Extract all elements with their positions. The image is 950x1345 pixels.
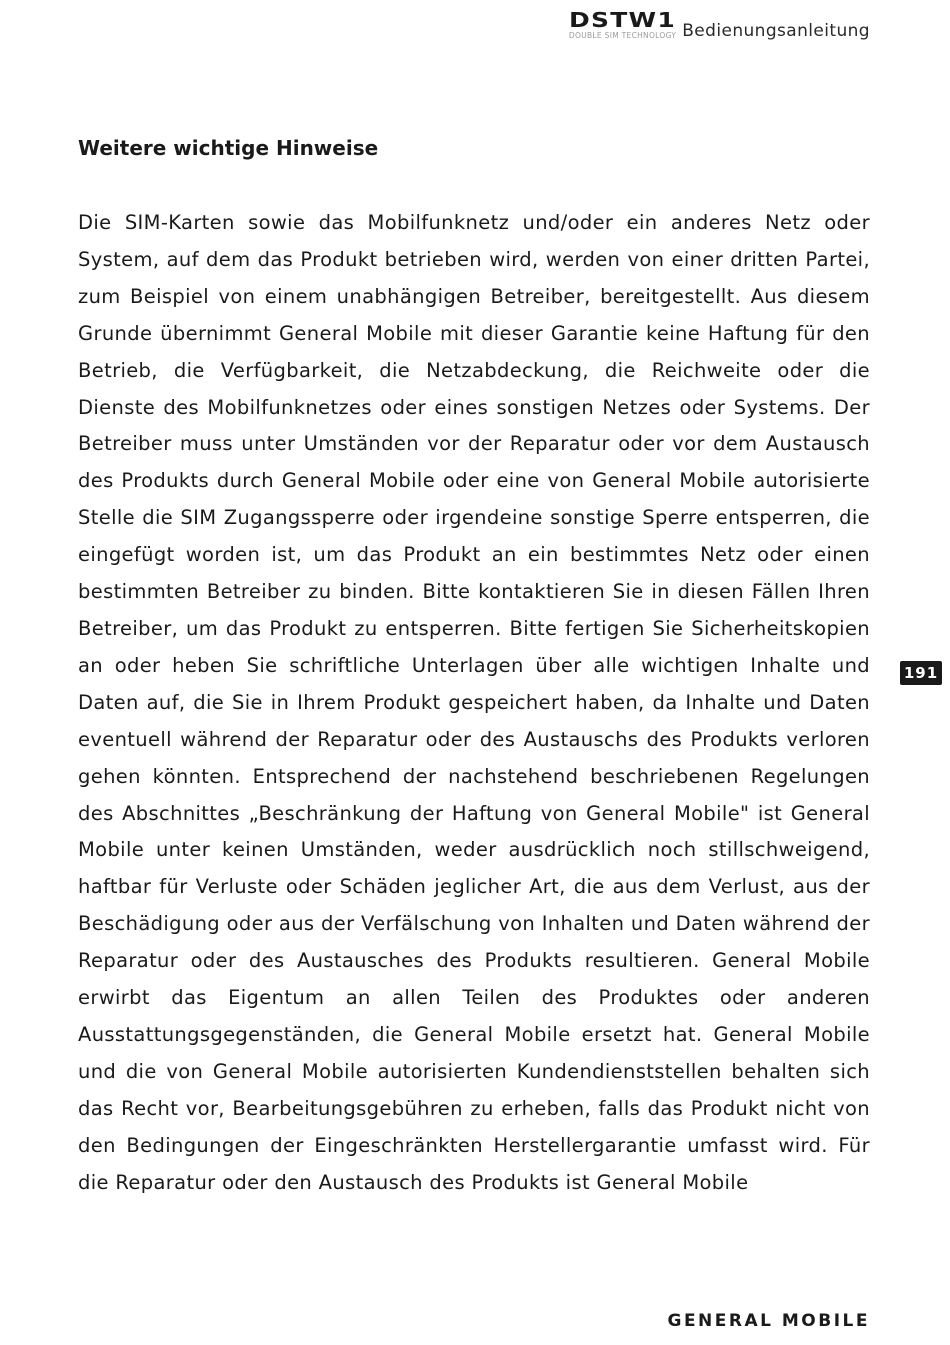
logo-mark: DSTW1 — [568, 8, 676, 32]
page-number-badge: 191 — [900, 661, 942, 685]
logo-subtitle: DOUBLE SIM TECHNOLOGY — [568, 31, 677, 40]
footer-brand-logo: GENERAL MOBILE — [667, 1311, 870, 1331]
document-title: Bedienungsanleitung — [682, 21, 870, 41]
page-header — [569, 10, 870, 40]
dstw1-logo — [569, 10, 676, 40]
body-paragraph: Die SIM-Karten sowie das Mobilfunknetz und/oder ein anderes Netz oder System, auf dem das Produkt betrieben wird, werden von einer dritten Partei, zum Beispiel von einem unabhängigen Betreiber, bereitgestellt. Aus diesem Grunde übernimmt General Mobile mit dieser Garantie keine Haftung für den Betrieb, die Verfügbarkeit, die Netzabdeckung, die Reichweite oder die Dienste des Mobilfunknetzes oder eines sonstigen Netzes oder Systems. Der Betreiber muss unter Umständen vor der Reparatur oder vor dem Austausch des Produkts durch General Mobile oder eine von General Mobile autorisierte Stelle die SIM Zugangssperre oder irgendeine sonstige Sperre entsperren, die eingefügt worden ist, um das Produkt an ein bestimmtes Netz oder einen bestimmten Betreiber zu binden. Bitte kontaktieren Sie in diesen Fällen Ihren Betreiber, um das Produkt zu entsperren. Bitte fertigen Sie Sicherheitskopien an oder heben Sie schriftliche Unterlagen über alle wichtigen Inhalte und Daten auf, die Sie in Ihrem Produkt gespeichert haben, da Inhalte und Daten eventuell während der Reparatur oder des Austauschs des Produkts verloren gehen könnten. Entsprechend der nachstehend beschriebenen Regelungen des Abschnittes „Beschränkung der Haftung von General Mobile" ist General Mobile unter keinen Umständen, weder ausdrücklich noch stillschweigend, haftbar für Verluste oder Schäden jeglicher Art, die aus dem Verlust, aus der Beschädigung oder aus der Verfälschung von Inhalten und Daten während der Reparatur oder des Austausches des Produkts resultieren. General Mobile erwirbt das Eigentum an allen Teilen des Produktes oder anderen Ausstattungsgegenständen, die General Mobile ersetzt hat. General Mobile und die von General Mobile autorisierten Kundendienststellen behalten sich das Recht vor, Bearbeitungsgebühren zu erheben, falls das Produkt nicht von den Bedingungen der Eingeschränkten Herstellergarantie umfasst wird. Für die Reparatur oder den Austausch des Produkts ist General Mobile — [78, 211, 870, 1194]
section-heading: Weitere wichtige Hinweise — [78, 136, 379, 160]
